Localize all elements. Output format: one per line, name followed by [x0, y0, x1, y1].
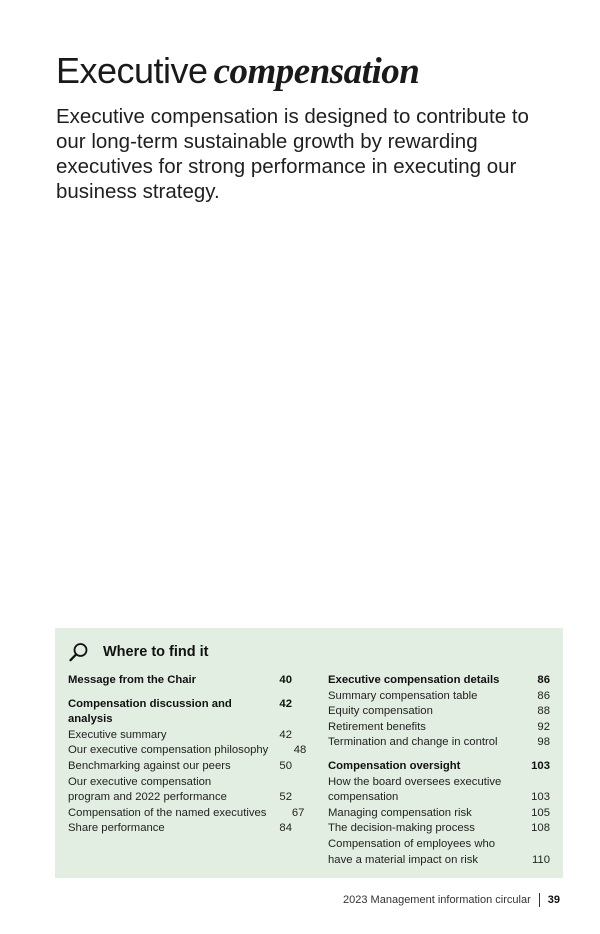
toc-label: Equity compensation — [328, 705, 433, 718]
toc-entry[interactable] — [68, 775, 292, 806]
toc-entry[interactable] — [328, 775, 550, 806]
toc-page: 86 — [537, 674, 550, 686]
toc-label: Termination and change in control — [328, 736, 498, 749]
toc-entry[interactable] — [68, 697, 292, 728]
toc-page: 52 — [279, 791, 292, 804]
toc-entry[interactable] — [328, 759, 550, 775]
toc-page: 50 — [279, 759, 292, 772]
toc-page: 86 — [537, 689, 550, 702]
toc-label: Share performance — [68, 822, 165, 835]
toc-page: 40 — [279, 674, 292, 686]
toc-entry[interactable] — [328, 837, 550, 868]
toc-label: Executive summary — [68, 728, 167, 741]
toc-label: Compensation of employees who have a material impact on risk — [328, 837, 496, 866]
toc-entry[interactable] — [68, 743, 307, 759]
toc-page: 108 — [531, 822, 550, 835]
magnifier-icon — [69, 642, 89, 662]
toc-label: Executive compensation details — [328, 674, 500, 686]
toc-entry[interactable] — [328, 806, 550, 822]
toc-label: Our executive compensation program and 2022 performance — [68, 775, 227, 804]
toc-label: Benchmarking against our peers — [68, 759, 231, 772]
toc-entry[interactable] — [328, 704, 550, 720]
where-to-find-it-box — [55, 628, 563, 878]
toc-page: 110 — [531, 853, 550, 866]
toc-label: Retirement benefits — [328, 720, 426, 733]
toc-label: Summary compensation table — [328, 689, 478, 702]
title-emphasis: compensation — [213, 51, 420, 92]
box-title: Where to find it — [103, 644, 209, 660]
page-number: 39 — [547, 894, 560, 906]
toc-page: 42 — [279, 728, 292, 741]
title-regular: Executive — [56, 50, 208, 91]
toc-page: 103 — [531, 791, 550, 804]
toc-label: Compensation discussion and analysis — [68, 697, 232, 726]
intro-paragraph: Executive compensation is designed to contribute to our long-term sustainable growth by rewarding executives for strong performance in executing our business strategy. — [56, 105, 529, 203]
toc-entry[interactable] — [68, 673, 292, 689]
toc-label: How the board oversees executive compensation — [328, 775, 502, 804]
toc-entry[interactable] — [68, 821, 292, 837]
toc-entry[interactable] — [328, 689, 550, 705]
toc-page: 92 — [537, 720, 550, 733]
toc-entry[interactable] — [68, 728, 292, 744]
toc-entry[interactable] — [328, 673, 550, 689]
footer-document-title: 2023 Management information circular — [343, 894, 531, 906]
toc-right-column — [328, 673, 550, 868]
toc-entry[interactable] — [328, 735, 550, 751]
footer-divider — [539, 893, 540, 907]
toc-entry[interactable] — [328, 720, 550, 736]
toc-entry[interactable] — [328, 821, 550, 837]
toc-entry[interactable] — [68, 759, 292, 775]
toc-page: 67 — [291, 806, 305, 819]
toc-left-column — [68, 673, 307, 837]
toc-page: 98 — [537, 736, 550, 749]
toc-page: 84 — [279, 822, 292, 835]
toc-label: Our executive compensation philosophy — [68, 744, 269, 757]
toc-label: Compensation oversight — [328, 759, 461, 772]
toc-entry[interactable] — [68, 806, 305, 822]
toc-label: Managing compensation risk — [328, 806, 472, 819]
toc-page: 42 — [279, 697, 292, 710]
toc-page: 103 — [531, 759, 550, 772]
toc-label: The decision-making process — [328, 822, 475, 835]
page-title — [56, 50, 419, 93]
toc-page: 105 — [531, 806, 550, 819]
page-footer — [343, 893, 560, 907]
toc-label: Compensation of the named executives — [68, 806, 267, 819]
toc-page: 48 — [293, 744, 307, 757]
toc-page: 88 — [537, 705, 550, 718]
toc-label: Message from the Chair — [68, 674, 197, 686]
box-header — [69, 641, 209, 663]
